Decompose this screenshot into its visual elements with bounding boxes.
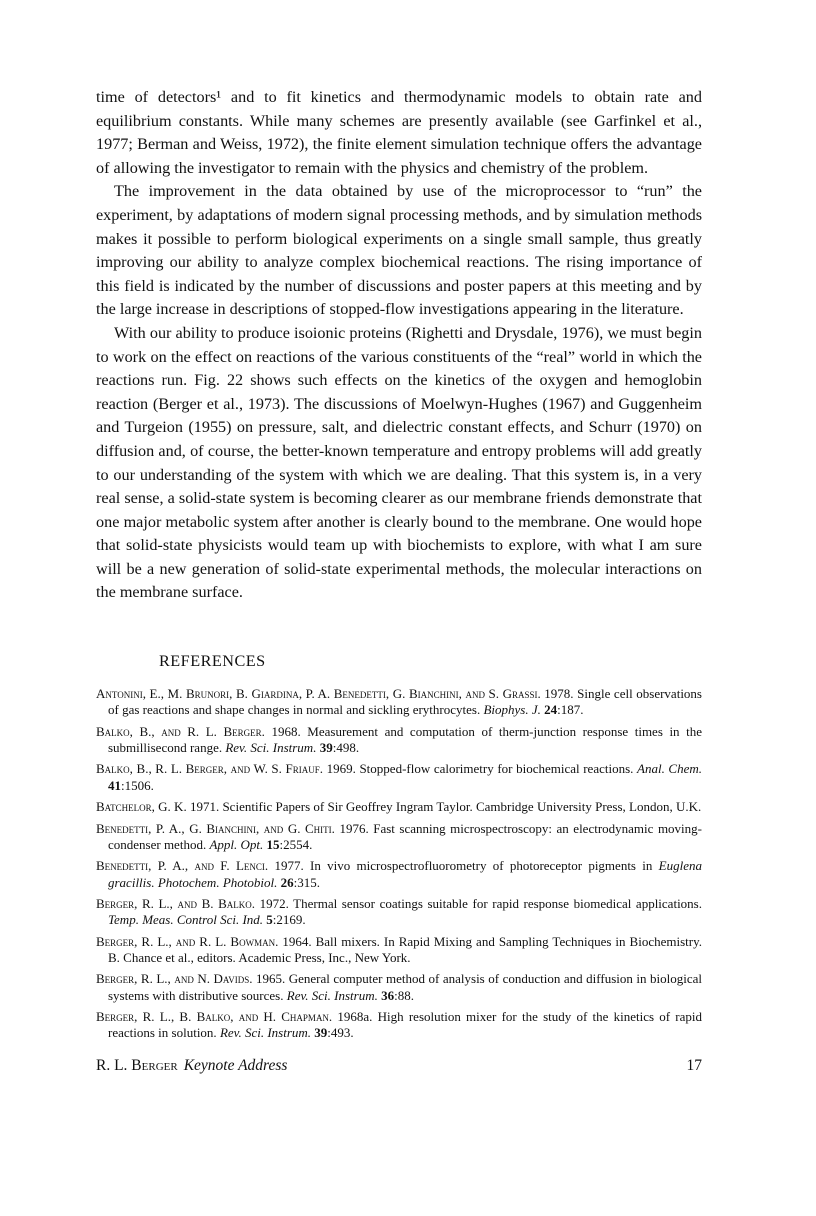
reference-item xyxy=(96,761,702,793)
ref-volume: 24 xyxy=(540,702,558,718)
ref-volume: 39 xyxy=(311,1025,328,1041)
reference-item xyxy=(96,799,702,815)
ref-volume: 39 xyxy=(316,739,333,755)
ref-authors: Balko, B., and R. L. Berger. xyxy=(96,723,265,739)
ref-text: 1977. In vivo microspectrofluorometry of photoreceptor pigments in xyxy=(268,858,659,874)
reference-item xyxy=(96,686,702,718)
reference-item xyxy=(96,1009,702,1041)
running-footer xyxy=(96,1057,287,1075)
ref-pages: :187. xyxy=(557,702,584,718)
body-text xyxy=(96,86,702,605)
page-number: 17 xyxy=(686,1057,702,1074)
reference-item xyxy=(96,971,702,1003)
ref-volume: 26 xyxy=(277,874,294,890)
ref-text: 1976. Fast scanning microspectroscopy: an electrodynamic moving-condenser method. xyxy=(108,820,703,852)
ref-authors: Benedetti, P. A., G. Bianchini, and G. Chiti. xyxy=(96,820,335,836)
reference-item xyxy=(96,821,702,853)
ref-text: 1969. Stopped-flow calorimetry for biochemical reactions. xyxy=(323,761,638,777)
ref-volume: 5 xyxy=(263,912,273,928)
ref-journal: Appl. Opt. xyxy=(209,836,264,852)
reference-item xyxy=(96,858,702,890)
ref-pages: :315. xyxy=(293,874,320,890)
reference-item xyxy=(96,724,702,756)
ref-authors: Benedetti, P. A., and F. Lenci. xyxy=(96,858,269,874)
references-heading: REFERENCES xyxy=(159,652,266,670)
ref-authors: Berger, R. L., B. Balko, and H. Chapman. xyxy=(96,1009,333,1025)
ref-pages: :1506. xyxy=(121,777,154,793)
ref-text: 1965. General computer method of analysis of conduction and diffusion in biological systems with distributive sources. xyxy=(108,971,702,1003)
ref-volume: 41 xyxy=(108,777,121,793)
ref-pages: :493. xyxy=(327,1025,354,1041)
ref-journal: Biophys. J. xyxy=(483,702,541,718)
ref-pages: :2554. xyxy=(279,836,313,852)
ref-journal: Anal. Chem. xyxy=(637,761,702,777)
paragraph-2: The improvement in the data obtained by use of the microprocessor to “run” the experiment, by adaptations of modern signal processing methods, and by simulation methods makes it possible to perform biological experiments on a single small sample, thus greatly improving our ability to analyze complex biochemical reactions. The rising importance of this field is indicated by the number of discussions and poster papers at this meeting and by the large increase in descriptions of stopped-flow investigations appearing in the literature. xyxy=(96,182,702,319)
ref-journal: Euglena gracillis. Photochem. Photobiol. xyxy=(108,858,702,890)
ref-text: 1968a. High resolution mixer for the study of the kinetics of rapid reactions in solution. xyxy=(108,1009,702,1041)
ref-volume: 15 xyxy=(263,836,280,852)
reference-item xyxy=(96,934,702,966)
ref-journal: Temp. Meas. Control Sci. Ind. xyxy=(108,912,264,928)
ref-volume: 36 xyxy=(377,987,395,1003)
ref-pages: :498. xyxy=(332,739,360,755)
ref-authors: Antonini, E., M. Brunori, B. Giardina, P. A. Benedetti, G. Bianchini, and S. Grassi. xyxy=(96,686,541,701)
ref-text: 1971. Scientific Papers of Sir Geoffrey Ingram Taylor. Cambridge University Press, London, U.K. xyxy=(186,799,702,815)
ref-journal: Rev. Sci. Instrum. xyxy=(225,739,317,755)
ref-journal: Rev. Sci. Instrum. xyxy=(286,987,378,1003)
footer-author: R. L. Berger xyxy=(96,1057,178,1074)
ref-authors: Balko, B., R. L. Berger, and W. S. Friauf. xyxy=(96,761,323,777)
paragraph-3: With our ability to produce isoionic proteins (Righetti and Drysdale, 1976), we must begin to work on the effect on reactions of the various constituents of the “real” world in which the reactions run. Fig. 22 shows such effects on the kinetics of the oxygen and hemoglobin reaction (Berger et al., 1973). The discussions of Moelwyn-Hughes (1967) and Guggenheim and Turgeion (1955) on pressure, salt, and dielectric constant effects, and Schurr (1970) on diffusion and, of course, the better-known temperature and entropy problems will add greatly to our understanding of the system with which we are dealing. That this system is, in a very real sense, a solid-state system is becoming clearer as our membrane friends demonstrate that one major metabolic system after another is clearly bound to the membrane. One would hope that solid-state physicists would team up with biochemists to explore, with what I am sure will be a new generation of solid-state experimental methods, the molecular interactions on the membrane surface. xyxy=(96,323,702,602)
ref-pages: :88. xyxy=(394,987,414,1003)
references-list xyxy=(96,686,702,1047)
ref-pages: :2169. xyxy=(272,912,306,928)
ref-journal: Rev. Sci. Instrum. xyxy=(219,1025,312,1041)
ref-text: 1972. Thermal sensor coatings suitable for rapid response biomedical applications. xyxy=(255,896,702,912)
reference-item xyxy=(96,896,702,928)
footer-section: Keynote Address xyxy=(183,1057,288,1074)
ref-authors: Berger, R. L., and N. Davids. xyxy=(96,971,253,987)
ref-authors: Berger, R. L., and R. L. Bowman. xyxy=(96,933,279,949)
ref-text: 1964. Ball mixers. In Rapid Mixing and Sampling Techniques in Biochemistry. B. Chance et al., editors. Academic Press, Inc., New York. xyxy=(108,933,702,965)
ref-authors: Berger, R. L., and B. Balko. xyxy=(96,896,256,912)
ref-text: 1978. Single cell observations of gas reactions and shape changes in normal and sickling erythrocytes. xyxy=(108,686,702,718)
ref-text: 1968. Measurement and computation of therm-junction response times in the submillisecond range. xyxy=(108,723,702,755)
ref-authors: Batchelor, G. K. xyxy=(96,799,187,815)
paragraph-1: time of detectors¹ and to fit kinetics and thermodynamic models to obtain rate and equilibrium constants. While many schemes are presently available (see Garfinkel et al., 1977; Berman and Weiss, 1972), the finite element simulation technique offers the advantage of allowing the investigator to remain with the physics and chemistry of the problem. xyxy=(96,88,702,177)
